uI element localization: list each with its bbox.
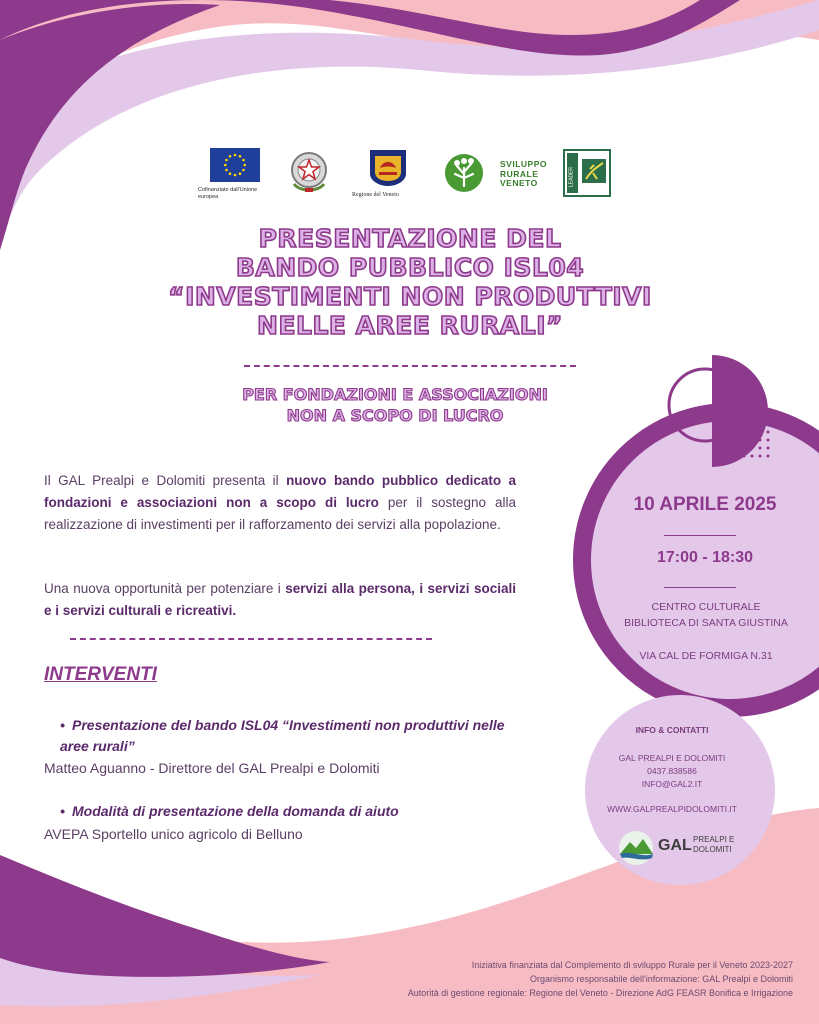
intro-paragraph-1: Il GAL Prealpi e Dolomiti presenta il nuovo bando pubblico dedicato a fondazioni e associazioni non a scopo di lucro per il sostegno alla realizzazione di investimenti per il rafforzamento dei servizi alla popolazione. xyxy=(44,473,517,532)
svg-text:LEADER: LEADER xyxy=(568,166,575,187)
contacts-heading: INFO & CONTATTI xyxy=(635,725,709,735)
footer-line-3: Autorità di gestione regionale: Regione del Veneto - Direzione AdG FEASR Bonifica e Irrigazione xyxy=(407,988,793,998)
gal-wordmark: GAL xyxy=(658,837,692,854)
time-separator xyxy=(664,587,736,588)
leader-logo-icon xyxy=(563,149,611,197)
interventi-heading: INTERVENTI xyxy=(44,664,157,685)
date-separator xyxy=(664,535,736,536)
intervento-speaker-2: AVEPA Sportello unico agricolo di Belluno xyxy=(44,826,303,842)
intro-divider xyxy=(70,638,432,640)
contacts-details: GAL PREALPI E DOLOMITI 0437.838586 INFO@GAL2.IT xyxy=(618,753,726,789)
footer-line-2: Organismo responsabile dell'informazione: GAL Prealpi e Dolomiti xyxy=(529,974,793,984)
sviluppo-rurale-wordmark: SVILUPPO RURALE VENETO xyxy=(500,159,547,188)
intervento-speaker-1: Matteo Aguanno - Direttore del GAL Prealpi e Dolomiti xyxy=(44,760,380,776)
page-subtitle: PER FONDAZIONI E ASSOCIAZIONI NON A SCOPO DI LUCRO xyxy=(242,385,548,425)
gal-mountain-icon xyxy=(616,828,656,868)
footer-line-1: Iniziativa finanziata dal Complemento di sviluppo Rurale per il Veneto 2023-2027 xyxy=(471,960,793,970)
contacts-website[interactable]: WWW.GALPREALPIDOLOMITI.IT xyxy=(607,804,737,814)
event-venue: CENTRO CULTURALE BIBLIOTECA DI SANTA GIUSTINA xyxy=(624,601,788,629)
italian-emblem-icon xyxy=(288,148,330,196)
eu-caption: Cofinanziato dall'Unione europea xyxy=(198,187,258,200)
contacts-email[interactable]: INFO@GAL2.IT xyxy=(641,779,703,789)
sviluppo-rurale-tree-icon xyxy=(444,148,484,198)
page-title: PRESENTAZIONE DEL BANDO PUBBLICO ISL04 “INVESTIMENTI NON PRODUTTIVI NELLE AREE RURALI” xyxy=(168,224,652,340)
veneto-caption: Regione del Veneto xyxy=(352,192,399,198)
event-address: VIA CAL DE FORMIGA N.31 xyxy=(639,650,773,662)
event-date: 10 APRILE 2025 xyxy=(633,494,777,515)
event-time: 17:00 - 18:30 xyxy=(656,549,754,566)
veneto-region-icon xyxy=(365,148,411,198)
partner-logos xyxy=(200,146,620,206)
intervento-title-2: • Modalità di presentazione della domanda di aiuto xyxy=(60,803,399,819)
intervento-title-1: • Presentazione del bando ISL04 “Investimenti non produttivi nelle aree rurali” xyxy=(60,717,505,754)
eu-flag-icon xyxy=(210,148,260,182)
gal-subtitle: PREALPI E DOLOMITI xyxy=(693,835,735,854)
intro-paragraph-2: Una nuova opportunità per potenziare i servizi alla persona, i servizi sociali e i servizi culturali e ricreativi. xyxy=(44,581,516,618)
title-divider xyxy=(244,365,576,367)
